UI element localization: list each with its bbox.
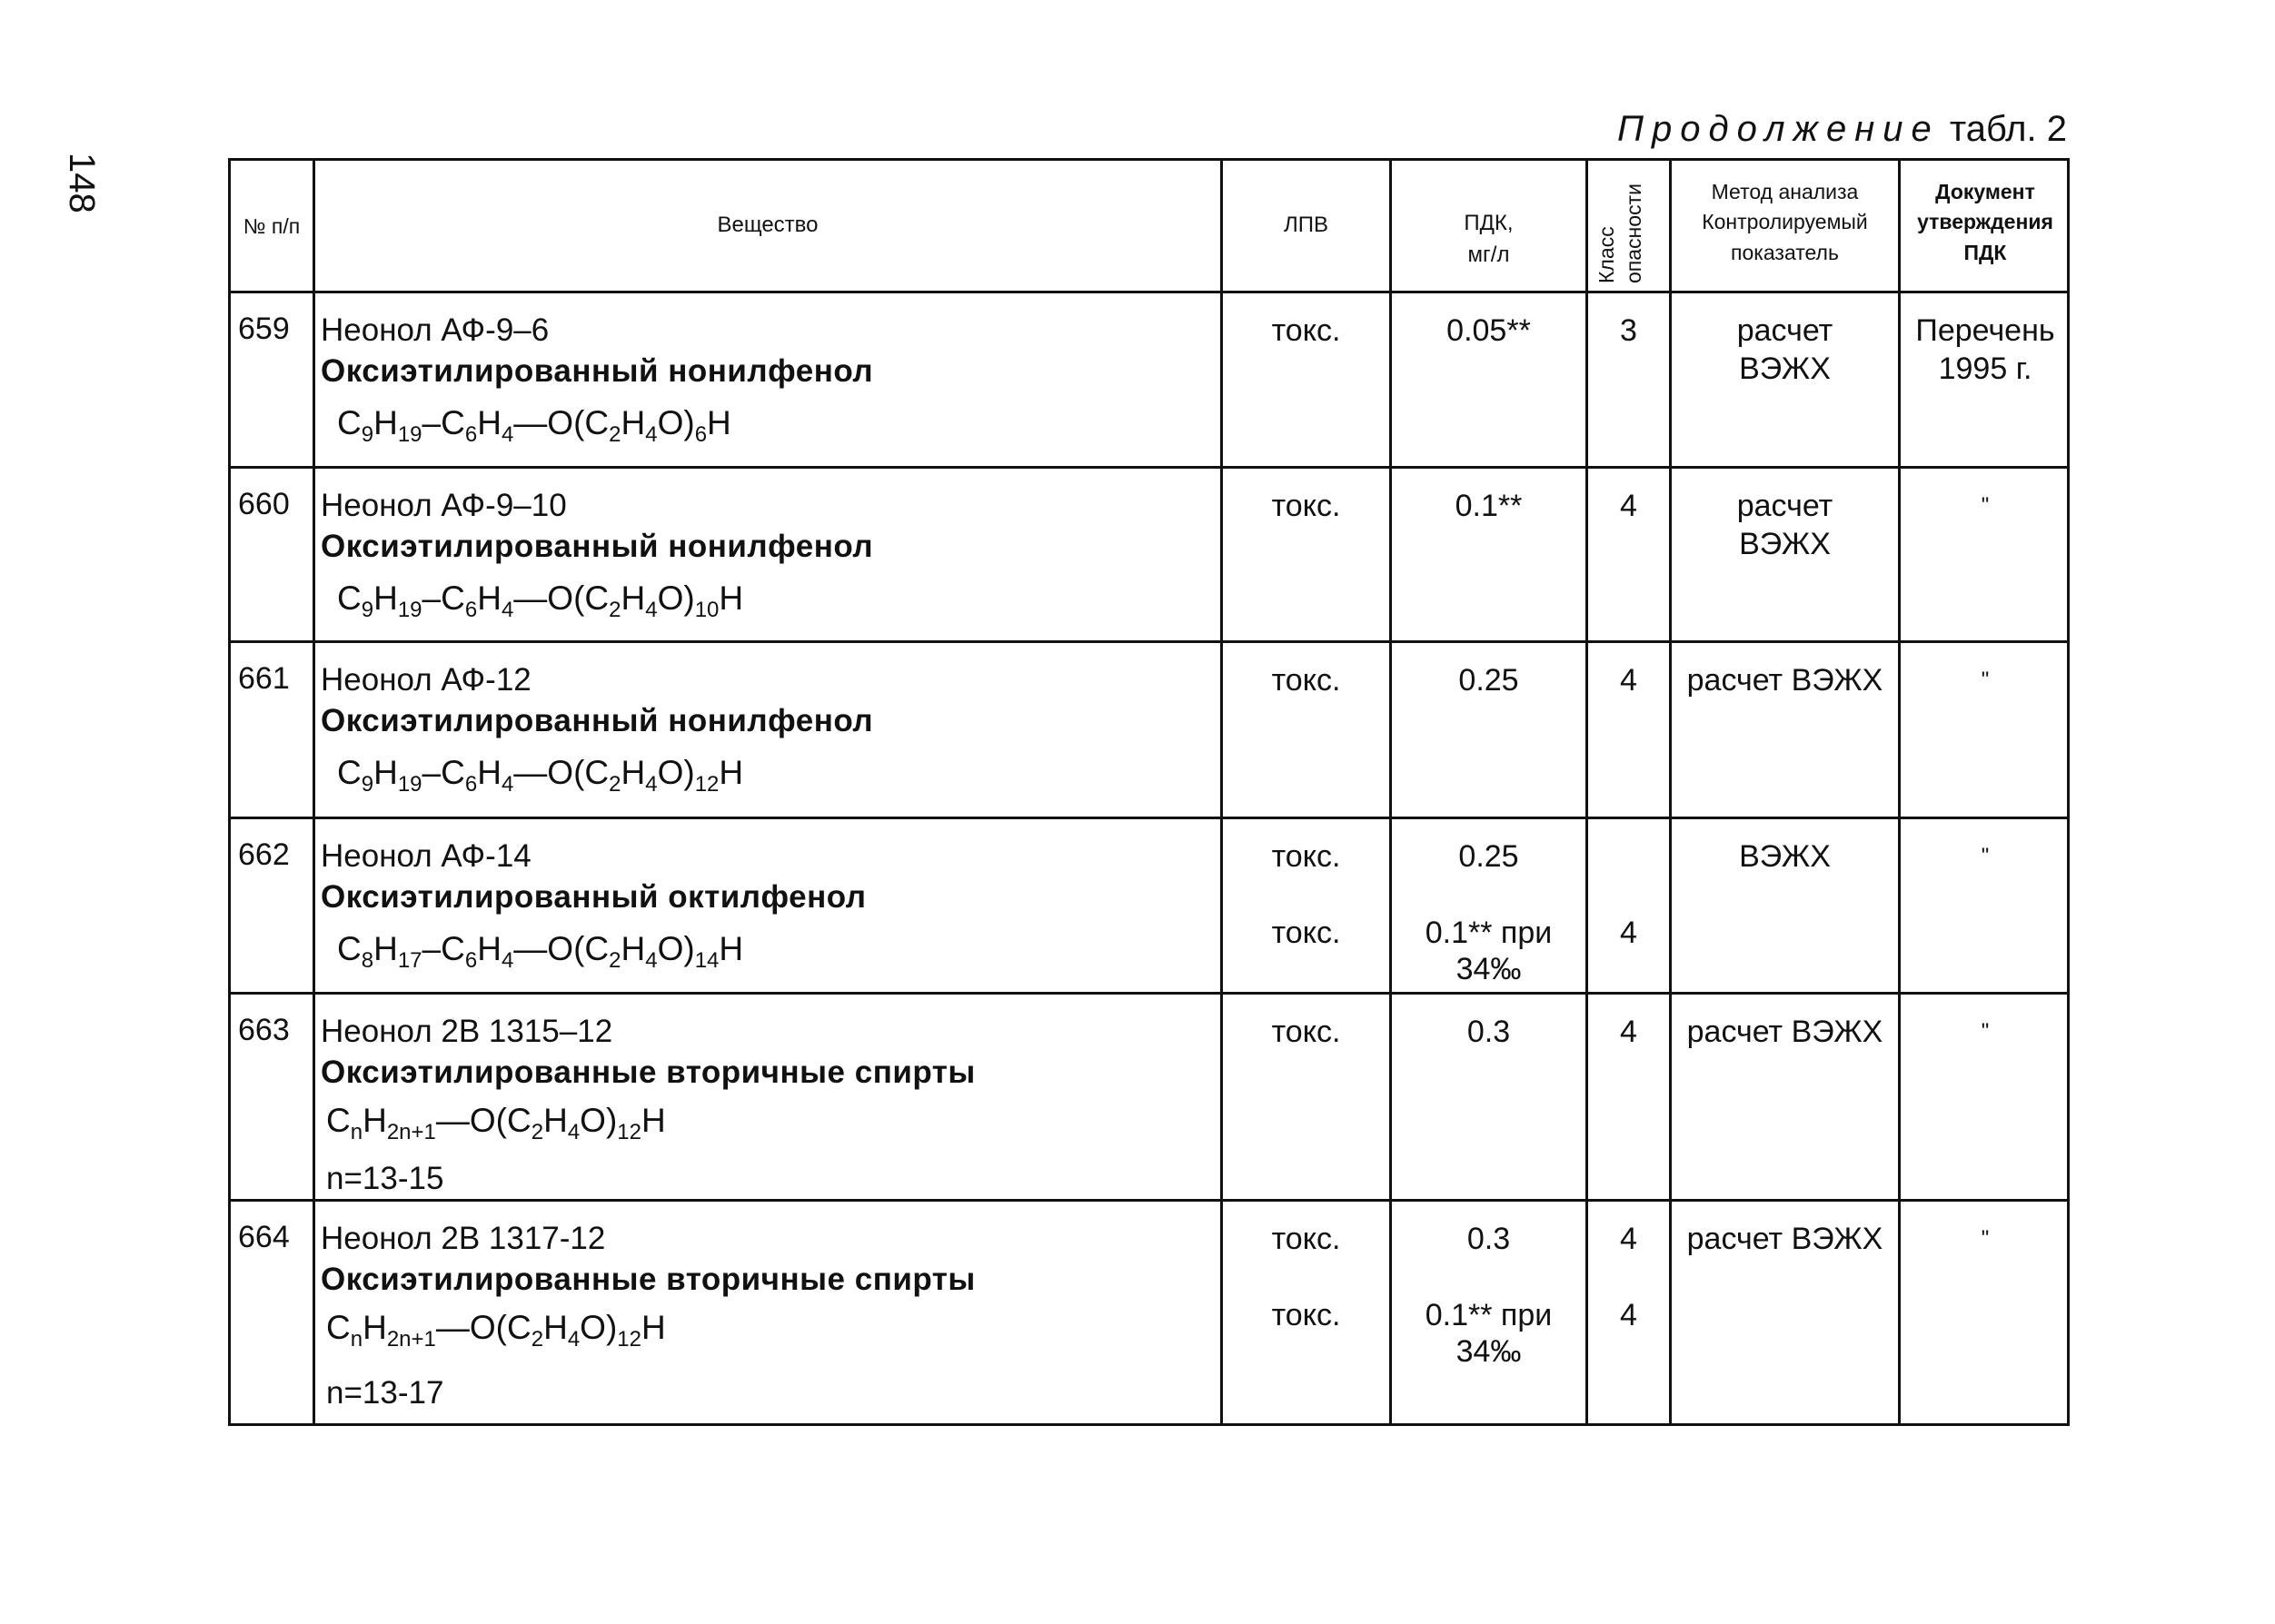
row-664-num: 664: [238, 1220, 290, 1254]
substance-name: Неонол 2В 1315–12: [321, 1014, 613, 1049]
row-662-substance: [315, 819, 1220, 992]
row-662-lpv: токс. токс.: [1271, 839, 1341, 950]
header-class-line2: опасности: [1621, 183, 1645, 283]
row-663-substance: [315, 995, 1220, 1199]
row-659-doc: Перечень 1995 г.: [1915, 313, 2055, 386]
substance-name: Неонол 2В 1317-12: [321, 1221, 606, 1256]
header-doc: [1901, 161, 2070, 291]
substance-formula: $C_9H_{19}-C_6H_4—O(C_2H_4O)_6H$: [337, 404, 731, 447]
row-659-substance: [315, 293, 1220, 466]
row-664-lpv: токс. токс.: [1271, 1222, 1341, 1332]
table-caption: [1617, 109, 2275, 163]
header-method: [1672, 161, 1898, 291]
header-pdk-line2: мг/л: [1467, 242, 1510, 267]
header-doc-line1: Документ: [1935, 180, 2035, 203]
row-661-class: 4: [1620, 663, 1637, 698]
row-664-method: расчет ВЭЖХ: [1686, 1222, 1883, 1256]
substance-formula: $C_nH_{2n+1}—O(C_2H_4O)_{12}H$: [326, 1309, 666, 1352]
row-663-method: расчет ВЭЖХ: [1686, 1015, 1883, 1049]
substance-subtitle: Оксиэтилированный октилфенол: [321, 879, 867, 915]
row-662-pdk: 0.25 0.1** при 34‰: [1425, 839, 1553, 986]
row-664-substance: [315, 1202, 1220, 1423]
row-661-num: 661: [238, 661, 290, 696]
row-662-class: 4: [1620, 916, 1637, 950]
row-659-num: 659: [238, 312, 290, 346]
page-number: 148: [62, 153, 102, 213]
row-660-num: 660: [238, 487, 290, 521]
substance-name: Неонол АФ-12: [321, 662, 531, 698]
row-664-class: 4 4: [1620, 1222, 1637, 1332]
row-659-lpv: токс.: [1271, 313, 1341, 348]
row-659-method: расчет ВЭЖХ: [1736, 313, 1833, 386]
substance-name: Неонол АФ-14: [321, 838, 531, 874]
header-method-line3: показатель: [1731, 240, 1839, 264]
header-doc-line3: ПДК: [1963, 240, 2007, 264]
data-table: [228, 158, 2070, 1426]
row-660-method: расчет ВЭЖХ: [1736, 489, 1833, 561]
row-661-doc: ": [1981, 668, 1990, 692]
header-pdk-line1: ПДК,: [1464, 211, 1514, 235]
row-660-substance: [315, 469, 1220, 640]
substance-subtitle: Оксиэтилированный нонилфенол: [321, 529, 874, 564]
substance-name: Неонол АФ-9–6: [321, 312, 550, 348]
row-661-pdk: 0.25: [1458, 663, 1519, 698]
header-doc-line2: утверждения: [1917, 210, 2053, 234]
header-method-line2: Контролируемый: [1702, 210, 1868, 234]
header-class: [1588, 161, 1669, 291]
header-num: № п/п: [243, 214, 301, 238]
row-663-class: 4: [1620, 1015, 1637, 1049]
substance-subtitle: Оксиэтилированные вторичные спирты: [321, 1055, 976, 1090]
row-659-class: 3: [1620, 313, 1637, 348]
header-substance: Вещество: [717, 213, 819, 237]
header-class-line1: Класс: [1594, 226, 1618, 283]
header-pdk: [1392, 161, 1585, 291]
row-664-doc: ": [1981, 1226, 1990, 1251]
header-lpv: ЛПВ: [1283, 213, 1328, 237]
row-663-doc: ": [1981, 1019, 1990, 1044]
substance-formula: $C_8H_{17}-C_6H_4—O(C_2H_4O)_{14}H$: [337, 930, 744, 973]
substance-n-range: n=13-17: [326, 1375, 444, 1411]
row-661-substance: [315, 643, 1220, 817]
row-664-pdk: 0.3 0.1** при 34‰: [1425, 1222, 1553, 1369]
row-661-lpv: токс.: [1271, 663, 1341, 698]
caption-table-ref: табл. 2: [1949, 109, 2067, 149]
substance-name: Неонол АФ-9–10: [321, 488, 567, 523]
header-method-line1: Метод анализа: [1711, 180, 1859, 203]
row-662-doc: ": [1981, 844, 1990, 868]
row-663-lpv: токс.: [1271, 1015, 1341, 1049]
row-660-pdk: 0.1**: [1455, 489, 1523, 523]
substance-subtitle: Оксиэтилированный нонилфенол: [321, 703, 874, 738]
row-663-pdk: 0.3: [1466, 1015, 1511, 1049]
row-660-doc: ": [1981, 493, 1990, 518]
row-663-num: 663: [238, 1013, 290, 1047]
substance-formula: $C_nH_{2n+1}—O(C_2H_4O)_{12}H$: [326, 1102, 666, 1144]
substance-subtitle: Оксиэтилированный нонилфенол: [321, 353, 874, 389]
substance-formula: $C_9H_{19}-C_6H_4—O(C_2H_4O)_{10}H$: [337, 579, 744, 622]
row-661-method: расчет ВЭЖХ: [1686, 663, 1883, 698]
caption-continuation: Продолжение: [1617, 109, 1940, 149]
substance-subtitle: Оксиэтилированные вторичные спирты: [321, 1262, 976, 1297]
substance-formula: $C_9H_{19}-C_6H_4—O(C_2H_4O)_{12}H$: [337, 754, 744, 797]
substance-n-range: n=13-15: [326, 1161, 444, 1196]
row-660-lpv: токс.: [1271, 489, 1341, 523]
row-662-method: ВЭЖХ: [1739, 839, 1831, 874]
row-660-class: 4: [1620, 489, 1637, 523]
row-659-pdk: 0.05**: [1446, 313, 1531, 348]
row-662-num: 662: [238, 837, 290, 872]
